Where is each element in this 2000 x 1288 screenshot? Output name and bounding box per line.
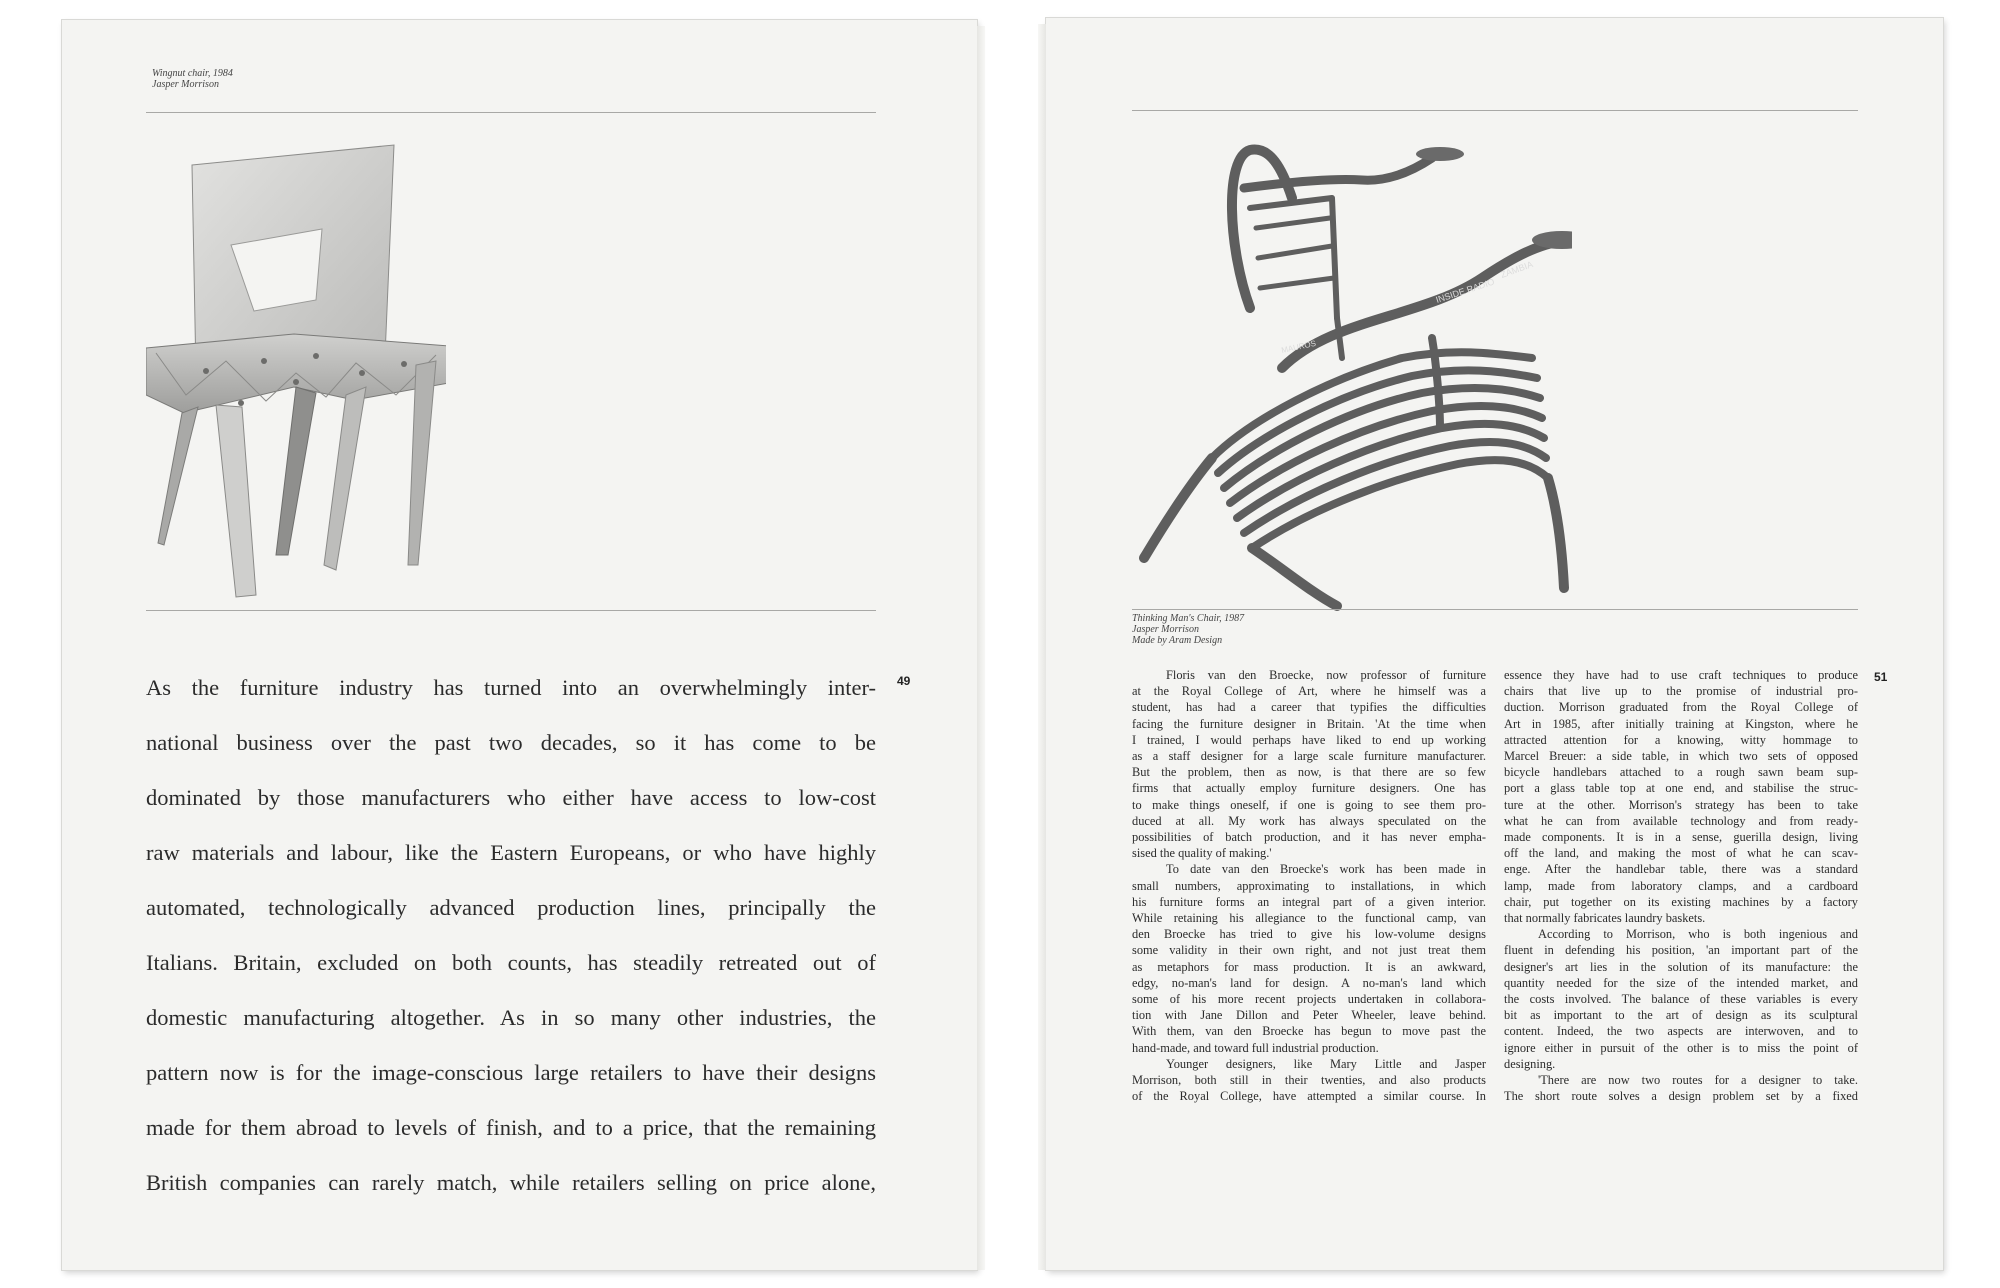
column-line: hand-made, and toward full industrial production. bbox=[1132, 1040, 1379, 1055]
column-line: Marcel Breuer: a side table, in which two sets of opposed bbox=[1504, 749, 1858, 764]
body-line: national business over the past two decades, so it has come to be bbox=[146, 730, 876, 755]
right-photo-caption bbox=[1132, 613, 1244, 646]
column-line: of the Royal College, have attempted a similar course. In bbox=[1132, 1089, 1486, 1104]
column-line: But the problem, then as now, is that there are so few bbox=[1132, 765, 1486, 780]
chair-inscription: INSIDE RADIO bbox=[1434, 276, 1496, 305]
caption-designer: Jasper Morrison bbox=[152, 79, 219, 90]
column-line: student, has had a career that typifies the difficulties bbox=[1132, 700, 1486, 715]
column-line: port a glass table top at one end, and stabilise the struc- bbox=[1504, 781, 1858, 796]
column-line: his furniture forms an integral part of a given interior. bbox=[1132, 894, 1486, 909]
top-rule bbox=[146, 112, 876, 113]
column-line: 'There are now two routes for a designer to take. bbox=[1538, 1073, 1858, 1088]
chair-inscription: MAUROS bbox=[1280, 338, 1317, 355]
column-line: the costs involved. The balance of these variables is every bbox=[1504, 992, 1858, 1007]
column-line: some validity in their own right, and not just treat them bbox=[1132, 943, 1486, 958]
column-line: I trained, I would perhaps have liked to end up working bbox=[1132, 732, 1486, 747]
body-line: British companies can rarely match, while retailers selling on price alone, bbox=[146, 1170, 876, 1195]
column-line: possibilities of batch production, and it has never empha- bbox=[1132, 830, 1486, 845]
column-line: duced at all. My work has always speculated on the bbox=[1132, 813, 1486, 828]
caption-designer: Jasper Morrison bbox=[1132, 624, 1199, 635]
column-line: designer's art lies in the solution of its manufacture: the bbox=[1504, 959, 1858, 974]
middle-rule bbox=[146, 610, 876, 611]
column-line: some of his more recent projects undertaken in collabora- bbox=[1132, 992, 1486, 1007]
left-photo-caption bbox=[152, 68, 233, 90]
body-line: pattern now is for the image-conscious large retailers to have their designs bbox=[146, 1060, 876, 1085]
column-line: Morrison, both still in their twenties, and also products bbox=[1132, 1073, 1486, 1088]
column-line: as a staff designer for a large scale furniture manufacturer. bbox=[1132, 749, 1486, 764]
column-line: bicycle handlebars attached to a rough sawn beam sup- bbox=[1504, 765, 1858, 780]
column-line: Floris van den Broecke, now professor of furniture bbox=[1166, 668, 1486, 682]
column-line: small numbers, approximating to installations, in which bbox=[1132, 878, 1486, 893]
column-line: den Broecke has tried to give his low-volume designs bbox=[1132, 927, 1486, 942]
column-line: content. Indeed, the two aspects are interwoven, and to bbox=[1504, 1024, 1858, 1039]
column-line: tion with Jane Dillon and Peter Wheeler, leave behind. bbox=[1132, 1008, 1486, 1023]
page-number-51: 51 bbox=[1874, 670, 1888, 684]
column-line: The short route solves a design problem set by a fixed bbox=[1504, 1089, 1858, 1104]
wingnut-chair-photo bbox=[146, 125, 446, 615]
column-line: quantity needed for the size of the intended market, and bbox=[1504, 975, 1858, 990]
column-line: enge. After the handlebar table, there was a standard bbox=[1504, 862, 1858, 877]
column-line: According to Morrison, who is both ingenious and bbox=[1538, 927, 1858, 942]
right-page bbox=[1046, 18, 1943, 1270]
body-line: made for them abroad to levels of finish, and to a price, that the remaining bbox=[146, 1115, 876, 1140]
column-line: as metaphors for mass production. It is an awkward, bbox=[1132, 959, 1486, 974]
column-line: While retaining his allegiance to the functional camp, van bbox=[1132, 911, 1486, 926]
column-line: ignore either in pursuit of the other is to miss the point of bbox=[1504, 1040, 1858, 1055]
text-column-2 bbox=[1504, 667, 1858, 1104]
column-line: to make things oneself, if one is going to see them pro- bbox=[1132, 797, 1486, 812]
column-line: chair, put together on its existing machines by a factory bbox=[1504, 894, 1858, 909]
column-line: duction. Morrison graduated from the Royal College of bbox=[1504, 700, 1858, 715]
column-line: at the Royal College of Art, where he himself was a bbox=[1132, 684, 1486, 699]
left-page bbox=[62, 20, 977, 1270]
left-body-text bbox=[146, 660, 876, 1210]
column-line: firms that actually employ furniture designers. One has bbox=[1132, 781, 1486, 796]
caption-title: Thinking Man's Chair, 1987 bbox=[1132, 613, 1245, 624]
page-number-49: 49 bbox=[897, 674, 911, 688]
body-line: automated, technologically advanced production lines, principally the bbox=[146, 895, 876, 920]
column-line: off the land, and making the most of what he can scav- bbox=[1504, 846, 1858, 861]
column-line: bit as important to the art of design as its sculptural bbox=[1504, 1008, 1858, 1023]
column-line: attracted attention for a knowing, witty hommage to bbox=[1504, 732, 1858, 747]
column-line: what he can from available technology and from ready- bbox=[1504, 813, 1858, 828]
body-line: domestic manufacturing altogether. As in so many other industries, the bbox=[146, 1005, 876, 1030]
column-line: designing. bbox=[1504, 1056, 1556, 1071]
caption-title: Wingnut chair, 1984 bbox=[152, 68, 233, 79]
top-rule bbox=[1132, 110, 1858, 111]
body-line: raw materials and labour, like the Eastern Europeans, or who have highly bbox=[146, 840, 876, 865]
column-line: fluent in defending his position, 'an important part of the bbox=[1504, 943, 1858, 958]
column-line: essence they have had to use craft techniques to produce bbox=[1504, 668, 1858, 682]
caption-maker: Made by Aram Design bbox=[1132, 635, 1223, 646]
text-column-1 bbox=[1132, 667, 1486, 1104]
body-line: Italians. Britain, excluded on both counts, has steadily retreated out of bbox=[146, 950, 876, 975]
column-line: To date van den Broecke's work has been made in bbox=[1166, 862, 1486, 877]
column-line: ture at the other. Morrison's strategy has been to take bbox=[1504, 797, 1858, 812]
chair-inscription: ZAMBIA bbox=[1499, 259, 1535, 280]
middle-rule bbox=[1132, 609, 1858, 610]
column-line: facing the furniture designer in Britain. 'At the time when bbox=[1132, 716, 1486, 731]
column-line: Art in 1985, after initially training at Kingston, where he bbox=[1504, 716, 1858, 731]
column-line: edgy, no-man's land for design. A no-man's land which bbox=[1132, 975, 1486, 990]
column-line: lamp, made from laboratory clamps, and a cardboard bbox=[1504, 878, 1858, 893]
column-line: sised the quality of making.' bbox=[1132, 846, 1272, 861]
page-edge bbox=[977, 26, 985, 1270]
column-line: chairs that live up to the promise of industrial pro- bbox=[1504, 684, 1858, 699]
column-line: made components. It is in a sense, guerilla design, living bbox=[1504, 830, 1858, 845]
body-line: dominated by those manufacturers who either have access to low-cost bbox=[146, 785, 876, 810]
body-line: As the furniture industry has turned into an overwhelmingly inter- bbox=[146, 675, 876, 700]
column-line: Younger designers, like Mary Little and Jasper bbox=[1166, 1056, 1486, 1071]
thinking-mans-chair-photo bbox=[1132, 128, 1572, 618]
page-edge bbox=[1038, 24, 1046, 1270]
column-line: that normally fabricates laundry baskets. bbox=[1504, 911, 1706, 926]
column-line: With them, van den Broecke has begun to move past the bbox=[1132, 1024, 1486, 1039]
